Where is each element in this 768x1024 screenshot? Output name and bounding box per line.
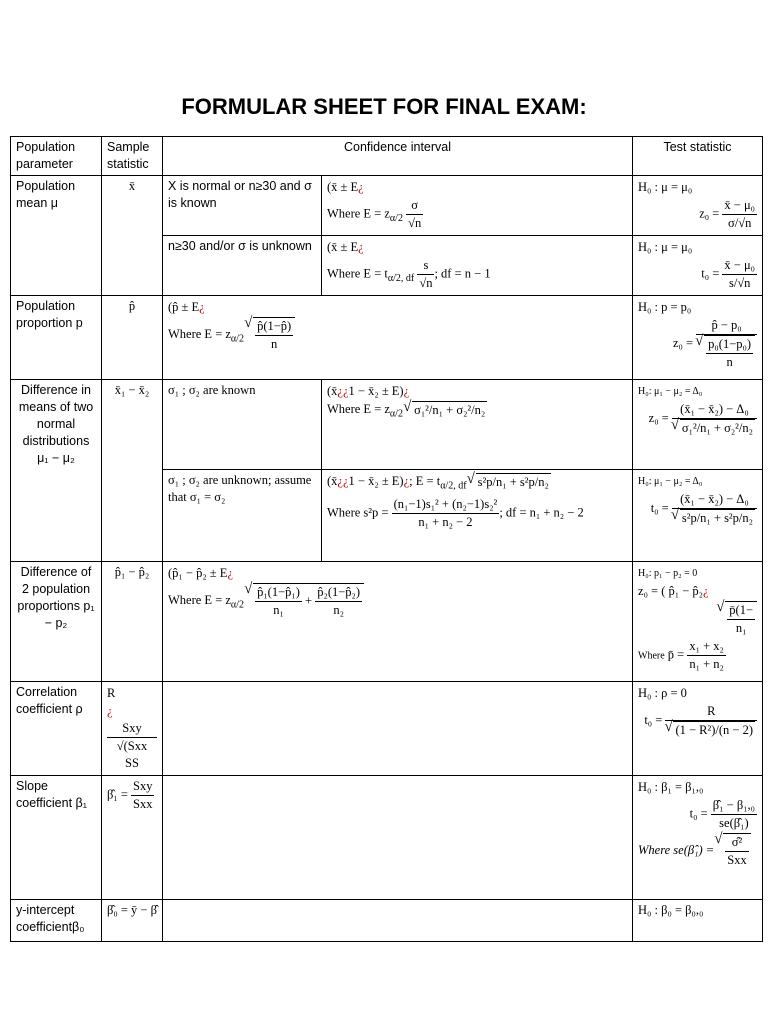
corr-test-fraction	[665, 703, 757, 739]
table-row	[11, 900, 763, 942]
diff-ci2-e: ; E = t	[409, 474, 441, 488]
header-confidence-interval: Confidence interval	[163, 137, 633, 176]
slope-test-t: t₀ =	[689, 806, 708, 821]
mean-ci1-mark: ¿	[358, 180, 364, 194]
table-row	[11, 776, 763, 900]
mean-test1-num: x̄ − μ₀	[722, 197, 757, 215]
diff-ci2-mid: 1 − x̄₂ ± E)	[348, 474, 404, 488]
diff-ci1-top: (x̄	[327, 384, 338, 398]
mean-ci-unknown	[322, 236, 633, 296]
corr-stat-den: √(Sxx SS	[116, 739, 148, 770]
mean-test2-fraction	[722, 257, 757, 292]
slope-statistic	[102, 776, 163, 900]
diff-test2-hypothesis: H₀: μ₁ − μ₂ = Δ₀	[638, 476, 703, 487]
pdiff-ci-t1-den: n₁	[273, 603, 284, 617]
formula-table	[10, 136, 763, 942]
diff-condition-unknown: σ₁ ; σ₂ are unknown; assume that σ₁ = σ₂	[163, 470, 322, 562]
diff-parameter: Difference in means of two normal distributions μ₁ − μ₂	[11, 380, 102, 562]
pdiff-test-pbar-den: n₁ + n₂	[689, 657, 724, 671]
diff-ci2-top: (x̄	[327, 474, 338, 488]
mean-test2-den: s/√n	[728, 276, 751, 290]
prop-test-den-den: n	[726, 355, 733, 369]
diff-test1-hypothesis: H₀: μ₁ − μ₂ = Δ₀	[638, 386, 703, 397]
diff-ci2-sub: α/2, df	[440, 480, 467, 492]
diff-test2-den: √ s²p/n₁ + s²p/n₂	[680, 509, 755, 527]
mean-condition-unknown: n≥30 and/or σ is unknown	[163, 236, 322, 296]
pdiff-ci-t1-num: √ p̂₁(1−p̂₁)	[255, 584, 302, 602]
diff-statistic: x̄₁ − x̄₂	[102, 380, 163, 562]
diff-ci1-where: Where E = z	[327, 402, 390, 416]
diff-test2-fraction	[672, 491, 757, 527]
slope-test-se-den: Sxx	[727, 853, 747, 867]
diff-ci1-mid: 1 − x̄₂ ± E)	[348, 384, 404, 398]
pdiff-test-hypothesis: H₀: p₁ − p₂ = 0	[638, 568, 698, 579]
pdiff-test-where: Where	[638, 650, 665, 662]
prop-ci-num: √ p̂(1−p̂)	[255, 318, 293, 336]
pdiff-test-z: z₀ = ( p̂₁ − p̂₂	[638, 584, 704, 598]
mean-ci1-top: (x̄ ± E	[327, 180, 359, 194]
mean-test-known	[633, 176, 763, 236]
prop-ci-where: Where E = z	[168, 326, 231, 341]
corr-test-t: t₀ =	[644, 712, 663, 727]
slope-test-den: se(β̂₁)	[719, 816, 749, 830]
diff-ci-known: (x̄¿¿1 − x̄₂ ± E)¿ Where $E = z_{\alpha/2}$ √ σ₁²/n₁ + σ₂²/n₂	[322, 380, 633, 470]
mean-test2-num: x̄ − μ₀	[722, 257, 757, 275]
diff-ci1-t1: σ₁²/n₁	[414, 403, 444, 418]
mean-ci2-df: ; df = n − 1	[434, 266, 491, 281]
pdiff-ci-sub: α/2	[230, 599, 244, 611]
slope-ci-empty	[163, 776, 633, 900]
prop-parameter: Population proportion p	[11, 296, 102, 380]
mean-test-unknown	[633, 236, 763, 296]
diff-ci1-t2: σ₂²/n₂	[456, 403, 486, 418]
table-row	[11, 176, 763, 236]
pdiff-test-pbar-num: x₁ + x₂	[687, 638, 726, 656]
pdiff-ci-where: Where E = z	[168, 592, 231, 607]
diff-ci2-num: (n₁−1)s₁² + (n₂−1)s₂²	[392, 496, 500, 514]
mean-test1-hypothesis: H₀ : μ = μ₀	[638, 180, 693, 194]
pdiff-test-pbar-fraction	[687, 638, 726, 673]
prop-ci-top: (p̂ ± E	[168, 300, 200, 314]
mean-ci1-sub: α/2	[389, 212, 403, 224]
intercept-ci-empty	[163, 900, 633, 942]
table-header-row	[11, 137, 763, 176]
pdiff-ci: (p̂₁ − p̂₂ ± E¿ Where $E = z_{\alpha/2}$ √ $\frac{\text{p̂₁(1−p̂₁)}}{\text{n₁}}$ + $\frac{\text{p̂₂(1−p̂₂)}}{\text{n₂}}$	[163, 562, 633, 682]
pdiff-ci-t2-den: n₂	[333, 603, 344, 617]
table-row	[11, 296, 763, 380]
corr-statistic: R ¿ $\frac{\text{Sxy}}{\text{√(Sxx SS}}$	[102, 682, 163, 776]
slope-test	[633, 776, 763, 900]
pdiff-ci-sqrt: √ $\frac{\text{p̂₁(1−p̂₁)}}{\text{n₁}}$ + $\frac{\text{p̂₂(1−p̂₂)}}{\text{n₂}}$	[253, 583, 364, 619]
slope-test-num: β̂₁ − β₁,₀	[711, 797, 757, 815]
mean-ci2-den: √n	[419, 276, 433, 290]
corr-ci-empty	[163, 682, 633, 776]
slope-stat-num: Sxy	[131, 778, 154, 796]
mean-test2-t: t₀ =	[701, 266, 720, 281]
diff-ci2-fraction	[392, 496, 500, 531]
corr-stat-top: R	[107, 686, 116, 700]
diff-test1-z: z₀ =	[648, 410, 669, 425]
mean-ci2-where: Where E = t	[327, 266, 388, 281]
slope-parameter: Slope coefficient β₁	[11, 776, 102, 900]
prop-statistic: p̂	[102, 296, 163, 380]
intercept-test-hypothesis: H₀ : β₀ = β₀,₀	[633, 900, 763, 942]
diff-test2-num: (x̄₁ − x̄₂) − Δ₀	[672, 491, 757, 509]
corr-test-den: √ (1 − R²)/(n − 2)	[673, 721, 755, 739]
mean-ci2-mark: ¿	[358, 240, 364, 254]
diff-ci2-sq: √ s²p/n₁ + s²p/n₂	[476, 473, 551, 491]
slope-test-where: Where se(β̂₁) =	[638, 842, 715, 857]
mean-ci2-top: (x̄ ± E	[327, 240, 359, 254]
mean-ci2-num: s	[417, 257, 434, 275]
mean-ci-known	[322, 176, 633, 236]
page-title: FORMULAR SHEET FOR FINAL EXAM:	[181, 94, 587, 119]
corr-test	[633, 682, 763, 776]
corr-test-hypothesis: H₀ : ρ = 0	[638, 686, 687, 700]
mean-test1-fraction	[722, 197, 757, 232]
mean-condition-known: X is normal or n≥30 and σ is known	[163, 176, 322, 236]
prop-test-den-num: √ p₀(1−p₀)	[706, 336, 753, 354]
diff-ci2-where: Where s²p =	[327, 504, 389, 519]
prop-ci-den: n	[271, 337, 278, 351]
mean-ci1-fraction	[406, 197, 423, 232]
diff-test1-fraction	[672, 401, 757, 437]
mean-parameter: Population mean μ	[11, 176, 102, 296]
pdiff-test-pbar: p̄ =	[667, 647, 685, 662]
diff-test-unknown	[633, 470, 763, 562]
corr-parameter: Correlation coefficient ρ	[11, 682, 102, 776]
header-sample-statistic: Sample statistic	[102, 137, 163, 176]
corr-test-num: R	[665, 703, 757, 721]
mean-test2-hypothesis: H₀ : μ = μ₀	[638, 240, 693, 254]
prop-ci-mark: ¿	[199, 300, 205, 314]
pdiff-test-frac-num: √ p̄(1−	[727, 602, 755, 620]
table-row	[11, 562, 763, 682]
prop-ci-sub: α/2	[230, 333, 244, 345]
pdiff-parameter: Difference of 2 population proportions p₁ − p₂	[11, 562, 102, 682]
mean-test1-z: z₀ =	[699, 206, 720, 221]
mean-ci1-den: √n	[408, 216, 422, 230]
mean-statistic: x̄	[102, 176, 163, 296]
diff-ci2-den: n₁ + n₂ − 2	[418, 514, 473, 529]
slope-test-hypothesis: H₀ : β₁ = β₁,₀	[638, 780, 704, 794]
prop-test-z: z₀ =	[672, 335, 694, 350]
diff-test-known	[633, 380, 763, 470]
header-population-parameter: Population parameter	[11, 137, 102, 176]
table-row	[11, 682, 763, 776]
diff-ci1-sub: α/2	[389, 408, 403, 420]
pdiff-test-frac-den: n₁	[735, 621, 747, 635]
slope-stat-den: Sxx	[133, 797, 153, 811]
pdiff-test: H₀: p₁ − p₂ = 0 z₀ = ( p̂₁ − p̂₂¿ √ $\frac{p̄(1-}{\text{n₁}}$ Where p̄ = $\frac{\text{x₁ + x₂}}{\text{n₁ + n₂}}$	[633, 562, 763, 682]
header-test-statistic: Test statistic	[633, 137, 763, 176]
mean-ci1-num: σ	[406, 197, 423, 215]
mean-ci1-where: Where E = z	[327, 206, 390, 221]
diff-test1-num: (x̄₁ − x̄₂) − Δ₀	[672, 401, 757, 419]
mean-ci2-sub: α/2, df	[387, 272, 415, 284]
prop-test	[633, 296, 763, 380]
table-row	[11, 380, 763, 470]
slope-test-se-num: √ σ̂²	[725, 834, 748, 852]
mean-test1-den: σ/√n	[728, 216, 752, 230]
diff-test2-t: t₀ =	[650, 500, 669, 515]
corr-stat-num: Sxy	[107, 720, 157, 738]
slope-test-fraction	[711, 797, 757, 832]
slope-stat: β̂₁ =	[107, 787, 128, 802]
mean-ci2-fraction	[417, 257, 434, 292]
diff-ci2-df: ; df = n₁ + n₂ − 2	[499, 504, 584, 519]
intercept-statistic: β̂₀ = ȳ − β̂	[102, 900, 163, 942]
diff-test1-den: √ σ₁²/n₁ + σ₂²/n₂	[680, 419, 755, 437]
diff-ci-unknown: (x̄¿¿1 − x̄₂ ± E)¿; $E = t_{\alpha/2, df}$ √ s²p/n₁ + s²p/n₂ Where s²p = $\frac{\text{(n₁−1)s₁² + (n₂−1)s₂²}}{\text{n₁ + n₂ − 2}}$ ; df = n₁ + n₂ − 2	[322, 470, 633, 562]
diff-ci1-sqrt: √ σ₁²/n₁ + σ₂²/n₂	[412, 401, 487, 419]
prop-ci-sqrt	[253, 317, 295, 353]
prop-test-hypothesis: H₀ : p = p₀	[638, 300, 692, 314]
pdiff-ci-top: (p̂₁ − p̂₂ ± E	[168, 566, 228, 580]
prop-test-num: p̂ − p₀	[696, 317, 757, 335]
diff-condition-known: σ₁ ; σ₂ are known	[163, 380, 322, 470]
pdiff-ci-t2-num: p̂₂(1−p̂₂)	[315, 584, 362, 602]
prop-ci	[163, 296, 633, 380]
prop-test-fraction	[696, 317, 757, 371]
intercept-parameter: y-intercept coefficientβ₀	[11, 900, 102, 942]
pdiff-statistic: p̂₁ − p̂₂	[102, 562, 163, 682]
